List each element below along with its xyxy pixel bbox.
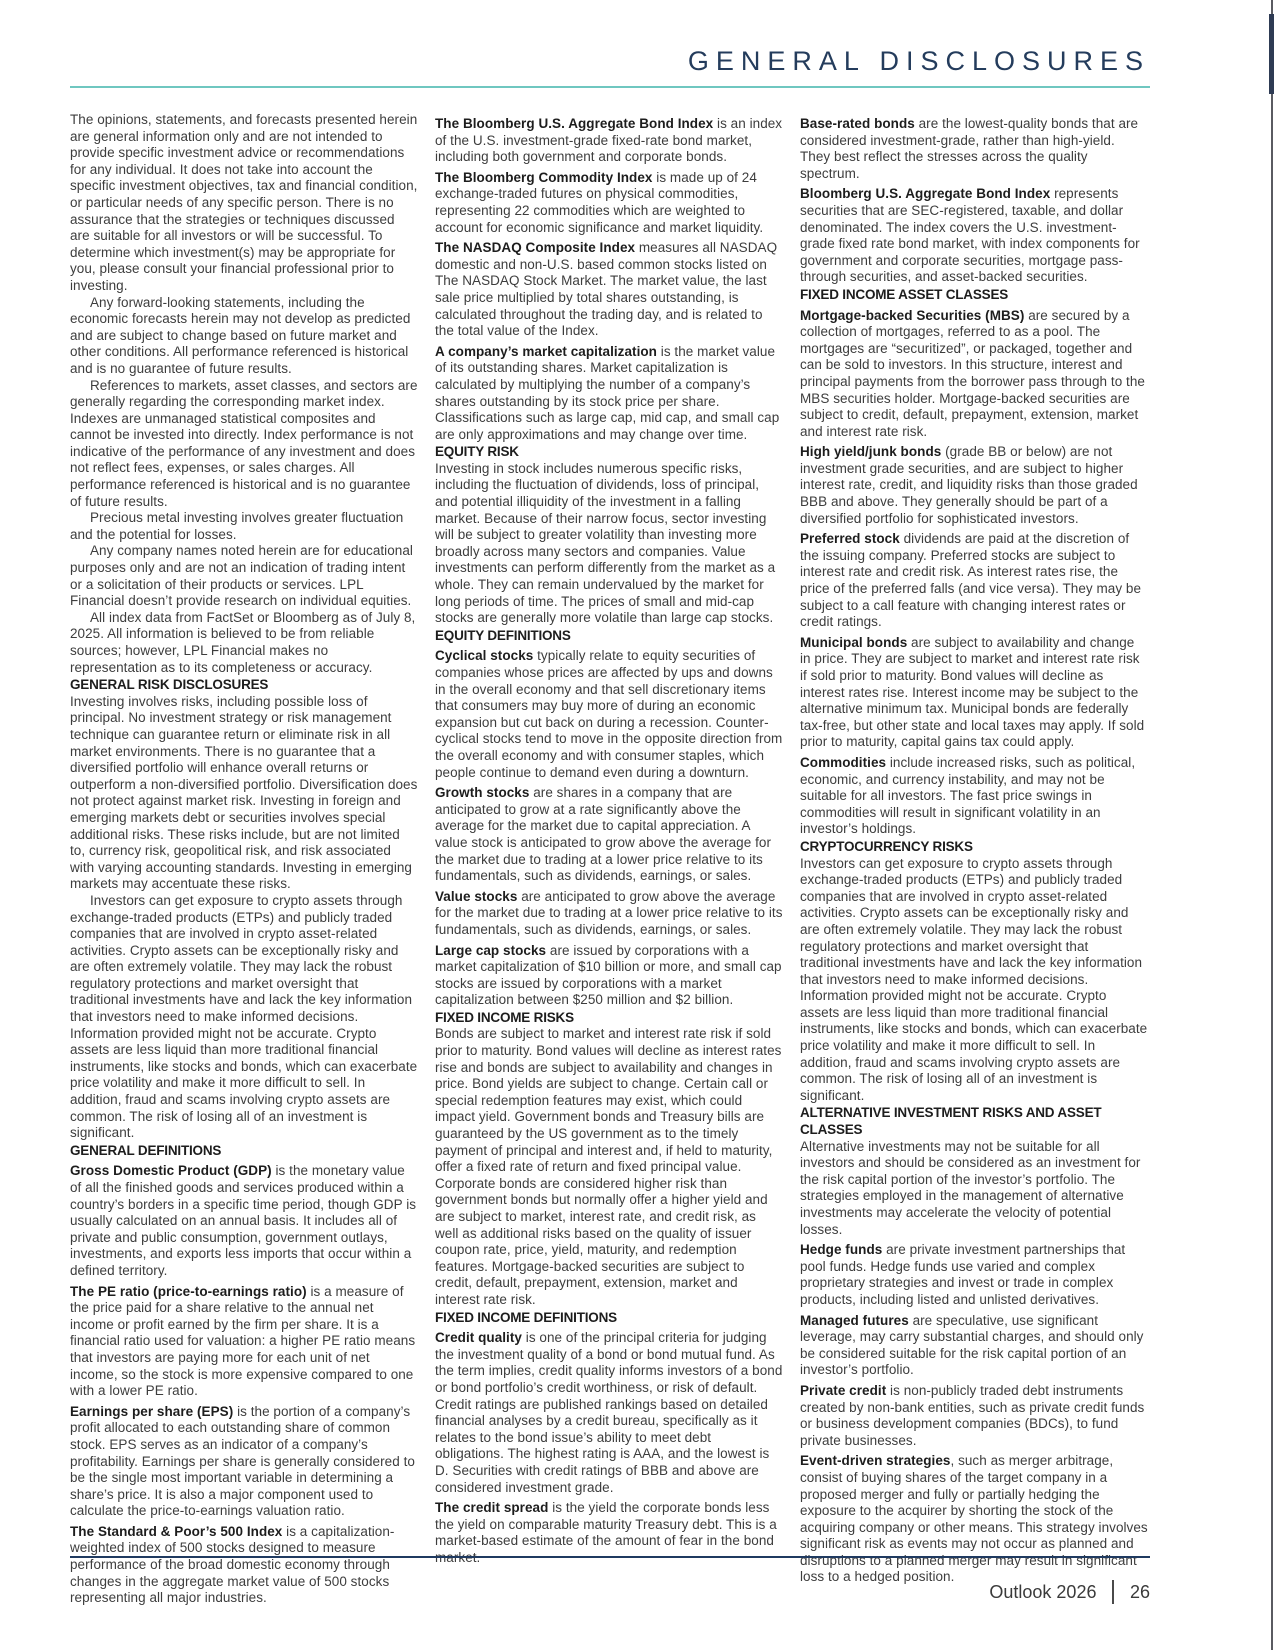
definition-term: Municipal bonds — [800, 634, 908, 650]
section-heading: EQUITY RISK — [435, 444, 519, 460]
definition-term: Event-driven strategies — [800, 1453, 951, 1469]
paragraph: The credit spread is the yield the corporate bonds less the yield on comparable maturity Treasury debt. This is a market-based estimate of the amount of fear in the bond market. — [435, 1500, 777, 1565]
page-footer — [989, 1580, 1150, 1604]
footer-rule — [70, 1556, 1150, 1558]
paragraph: A company’s market capitalization is the market value of its outstanding shares. Market capitalization is calculated by multiplying the number of a company’s shares outstanding by its stock price per share. Classifications such as large cap, mid cap, and small cap are only approximations and may change over time. — [435, 343, 780, 442]
definition-term: Growth stocks — [435, 785, 530, 801]
definition-term: Earnings per share (EPS) — [70, 1403, 234, 1419]
paragraph: The Bloomberg Commodity Index is made up of 24 exchange-traded futures on physical commodities, representing 22 commodities which are weighted to account for economic significance and market liquidity. — [435, 169, 764, 235]
paragraph: Preferred stock dividends are paid at the discretion of the issuing company. Preferred stocks are subject to interest rate and credit risk. As interest rates rise, the price of the preferred falls (and vice versa). They may be subject to a call feature with changing interest rates or credit ratings. — [800, 531, 1142, 630]
column-3 — [800, 112, 1148, 1607]
page-header — [70, 0, 1150, 88]
paragraph: Credit quality is one of the principal criteria for judging the investment quality of a bond or bond mutual fund. As the term implies, credit quality informs investors of a bond or bond portfolio’s credit worthiness, or risk of default. Credit ratings are published rankings based on detailed financial analyses by a credit bureau, specifically as it relates to the bond issue’s ability to meet debt obligations. The highest rating is AAA, and the lowest is D. Securities with credit ratings of BBB and above are considered investment grade. — [435, 1330, 783, 1495]
footer-separator — [1112, 1580, 1114, 1604]
section-heading: FIXED INCOME DEFINITIONS — [435, 1309, 617, 1325]
paragraph: Hedge funds are private investment partnerships that pool funds. Hedge funds use varied and complex proprietary strategies and invest or trade in complex products, including listed and unlisted derivatives. — [800, 1242, 1126, 1307]
column-2 — [435, 112, 783, 1607]
definition-term: Credit quality — [435, 1330, 522, 1346]
paragraph: Mortgage-backed Securities (MBS) are secured by a collection of mortgages, referred to as a pool. The mortgages are “securitized”, or packaged, together and can be sold to investors. In this structure, interest and principal payments from the borrower pass through to the MBS securities holder. Mortgage-backed securities are subject to credit, default, prepayment, extension, market and interest rate risk. — [800, 307, 1145, 439]
definition-term: A company’s market capitalization — [435, 343, 657, 359]
paragraph: Earnings per share (EPS) is the portion of a company’s profit allocated to each outstanding share of common stock. EPS serves as an indicator of a company’s profitability. Earnings per share is generally considered to be the single most important variable in determining a share’s price. It is also a major component used to calculate the price-to-earnings valuation ratio. — [70, 1403, 415, 1519]
paragraph: All index data from FactSet or Bloomberg as of July 8, 2025. All information is believed to be from reliable sources; however, LPL Financial makes no representation as to its completeness or accuracy. — [70, 609, 416, 675]
columns — [70, 112, 1150, 1607]
paragraph: Gross Domestic Product (GDP) is the monetary value of all the finished goods and services produced within a country’s borders in a specific time period, though GDP is usually calculated on an annual basis. It includes all of private and public consumption, government outlays, investments, and exports less imports that occur within a defined territory. — [70, 1163, 417, 1278]
column-1 — [70, 112, 418, 1607]
paragraph: Any forward-looking statements, including the economic forecasts herein may not develop as predicted and are subject to change based on future market and other conditions. All performance referenced is historical and is no guarantee of future results. — [70, 294, 411, 376]
definition-term: The NASDAQ Composite Index — [435, 240, 636, 256]
paragraph: Investing in stock includes numerous specific risks, including the fluctuation of dividends, loss of principal, and potential illiquidity of the investment in a falling market. Because of their narrow focus, sector investing will be subject to greater volatility than investing more broadly across many sectors and companies. Value investments can perform differently from the market as a whole. They can remain undervalued by the market for long periods of time. The prices of small and mid-cap stocks are generally more volatile than large cap stocks. — [435, 460, 776, 626]
definition-term: Bloomberg U.S. Aggregate Bond Index — [800, 186, 1051, 202]
section-heading: GENERAL DEFINITIONS — [70, 1142, 222, 1158]
paragraph: Investors can get exposure to crypto assets through exchange-traded products (ETPs) and publicly traded companies that are involved in crypto asset-related activities. Crypto assets can be exceptionally risky and are often extremely volatile. They may lack the robust regulatory protections and market oversight that traditional investments have and lack the key information that investors need to make informed decisions. Information provided might not be accurate. Crypto assets are less liquid than more traditional financial instruments, like stocks and bonds, which can exacerbate price volatility and make it more difficult to sell. In addition, fraud and scams involving crypto assets are common. The risk of losing all of an investment is significant. — [70, 892, 418, 1141]
section-heading: GENERAL RISK DISCLOSURES — [70, 677, 269, 693]
definition-term: Hedge funds — [800, 1242, 883, 1258]
page-title: GENERAL DISCLOSURES — [687, 46, 1150, 76]
paragraph: Investing involves risks, including possible loss of principal. No investment strategy or risk management technique can guarantee return or eliminate risk in all market environments. There is no guarantee that a diversified portfolio will enhance overall returns or outperform a non-diversified portfolio. Diversification does not protect against market risk. Investing in foreign and emerging markets debt or securities involves special additional risks. These risks include, but are not limited to, currency risk, geopolitical risk, and risk associated with varying accounting standards. Investing in emerging markets may accentuate these risks. — [70, 693, 418, 892]
paragraph: The PE ratio (price-to-earnings ratio) is a measure of the price paid for a share relative to the annual net income or profit earned by the firm per share. It is a financial ratio used for valuation: a higher PE ratio means that investors are paying more for each unit of net income, so the stock is more expensive compared to one with a lower PE ratio. — [70, 1283, 416, 1399]
section-heading: FIXED INCOME RISKS — [435, 1009, 574, 1025]
paragraph: Precious metal investing involves greater fluctuation and the potential for losses. — [70, 510, 404, 542]
paragraph: Value stocks are anticipated to grow above the average for the market due to trading at a lower price relative to its fundamentals, such as dividends, earnings, or sales. — [435, 888, 783, 937]
paragraph: Alternative investments may not be suitable for all investors and should be considered as an investment for the risk capital portion of the investor’s portfolio. The strategies employed in the management of alternative investments may accelerate the velocity of potential losses. — [800, 1138, 1141, 1237]
paragraph: Any company names noted herein are for educational purposes only and are not an indication of trading intent or a solicitation of their products or services. LPL Financial doesn’t provide research on individual equities. — [70, 543, 413, 609]
paragraph: Growth stocks are shares in a company that are anticipated to grow at a rate significantly above the average for the market due to capital appreciation. A value stock is anticipated to grow above the average for the market due to trading at a lower price relative to its fundamentals, such as dividends, earnings, or sales. — [435, 785, 771, 884]
section-heading: CRYPTOCURRENCY RISKS — [800, 838, 973, 854]
paragraph: The Standard & Poor’s 500 Index is a capitalization-weighted index of 500 stocks designed to measure performance of the broad domestic economy through changes in the aggregate market value of 500 stocks representing all major industries. — [70, 1523, 395, 1606]
definition-term: Large cap stocks — [435, 942, 547, 958]
definition-term: The Bloomberg U.S. Aggregate Bond Index — [435, 116, 714, 131]
page-edge-accent — [1269, 14, 1274, 94]
definition-term: Cyclical stocks — [435, 648, 534, 664]
section-heading: ALTERNATIVE INVESTMENT RISKS AND ASSET CLASSES — [800, 1105, 1102, 1138]
paragraph: The opinions, statements, and forecasts presented herein are general information only and are not intended to provide specific investment advice or recommendations for any individual. It does not take into account the specific investment objectives, tax and financial condition, or particular needs of any specific person. There is no assurance that the strategies or techniques discussed are suitable for all investors or will be successful. To determine which investment(s) may be appropriate for you, please consult your financial professional prior to investing. — [70, 112, 418, 293]
definition-term: Base-rated bonds — [800, 116, 915, 131]
definition-term: Mortgage-backed Securities (MBS) — [800, 307, 1025, 323]
section-heading: FIXED INCOME ASSET CLASSES — [800, 286, 1009, 302]
paragraph: Cyclical stocks typically relate to equity securities of companies whose prices are affected by ups and downs in the overall economy and that sell discretionary items that consumers may buy more of during an economic expansion but cut back on during a recession. Counter-cyclical stocks tend to move in the opposite direction from the overall economy and with consumer staples, which people continue to demand even during a downturn. — [435, 648, 783, 780]
definition-term: The credit spread — [435, 1500, 549, 1516]
definition-term: Managed futures — [800, 1312, 909, 1328]
definition-term: Value stocks — [435, 888, 518, 904]
paragraph: High yield/junk bonds (grade BB or below) are not investment grade securities, and are subject to higher interest rate, credit, and liquidity risks than those graded BBB and above. They generally should be part of a diversified portfolio for sophisticated investors. — [800, 444, 1138, 526]
definition-term: High yield/junk bonds — [800, 444, 942, 460]
paragraph: Private credit is non-publicly traded debt instruments created by non-bank entities, such as private credit funds or business development companies (BDCs), to fund private businesses. — [800, 1382, 1145, 1448]
definition-term: The Bloomberg Commodity Index — [435, 169, 653, 185]
paragraph: Bloomberg U.S. Aggregate Bond Index represents securities that are SEC-registered, taxable, and dollar denominated. The index covers the U.S. investment-grade fixed rate bond market, with index components for government and corporate securities, mortgage pass-through securities, and asset-backed securities. — [800, 186, 1140, 285]
paragraph: Event-driven strategies, such as merger arbitrage, consist of buying shares of the target company in a proposed merger and fully or partially hedging the exposure to the acquirer by shorting the stock of the acquiring company or other means. This strategy involves significant risk as events may not occur as planned and disruptions to a planned merger may result in significant loss to a hedged position. — [800, 1453, 1148, 1585]
definition-term: Preferred stock — [800, 531, 900, 547]
paragraph: Managed futures are speculative, use significant leverage, may carry substantial charges, and should only be considered suitable for the risk capital portion of an investor’s portfolio. — [800, 1312, 1144, 1378]
paragraph: The Bloomberg U.S. Aggregate Bond Index is an index of the U.S. investment-grade fixed-rate bond market, including both government and corporate bonds. — [435, 116, 783, 165]
paragraph: Large cap stocks are issued by corporations with a market capitalization of $10 billion or more, and small cap stocks are issued by corporations with a market capitalization between $250 million and $2 billion. — [435, 942, 782, 1008]
definition-term: Gross Domestic Product (GDP) — [70, 1163, 272, 1179]
teal-rule — [70, 86, 1150, 88]
definition-term: The PE ratio (price-to-earnings ratio) — [70, 1283, 307, 1299]
page-edge-line — [1271, 0, 1273, 1650]
page-number: 26 — [1129, 1581, 1150, 1602]
paragraph: Investors can get exposure to crypto assets through exchange-traded products (ETPs) and publicly traded companies that are involved in crypto asset-related activities. Crypto assets can be exceptionally risky and are often extremely volatile. They may lack the robust regulatory protections and market oversight that traditional investments have and lack the key information that investors need to make informed decisions. Information provided might not be accurate. Crypto assets are less liquid than more traditional financial instruments, like stocks and bonds, which can exacerbate price volatility and make it more difficult to sell. In addition, fraud and scams involving crypto assets are common. The risk of losing all of an investment is significant. — [800, 855, 1148, 1103]
paragraph: Bonds are subject to market and interest rate risk if sold prior to maturity. Bond values will decline as interest rates rise and bonds are subject to availability and changes in price. Bond yields are subject to change. Certain call or special redemption features may exist, which could impact yield. Government bonds and Treasury bills are guaranteed by the US government as to the timely payment of principal and interest and, if held to maturity, offer a fixed rate of return and fixed principal value. Corporate bonds are considered higher risk than government bonds but normally offer a higher yield and are subject to market, interest rate, and credit risk, as well as additional risks based on the quality of issuer coupon rate, price, yield, maturity, and redemption features. Mortgage-backed securities are subject to credit, default, prepayment, extension, market and interest rate risk. — [435, 1026, 782, 1307]
paragraph: References to markets, asset classes, and sectors are generally regarding the corresponding market index. Indexes are unmanaged statistical composites and cannot be invested into directly. Index performance is not indicative of the performance of any investment and does not reflect fees, expenses, or sales charges. All performance referenced is historical and is no guarantee of future results. — [70, 377, 418, 509]
definition-term: Commodities — [800, 754, 887, 770]
definition-term: The Standard & Poor’s 500 Index — [70, 1523, 283, 1539]
paragraph: Commodities include increased risks, such as political, economic, and currency instability, and may not be suitable for all investors. The fast price swings in commodities will result in significant volatility in an investor’s holdings. — [800, 754, 1136, 837]
paragraph: The NASDAQ Composite Index measures all NASDAQ domestic and non-U.S. based common stocks listed on The NASDAQ Stock Market. The market value, the last sale price multiplied by total shares outstanding, is calculated throughout the trading day, and is related to the total value of the Index. — [435, 240, 778, 339]
definition-term: Private credit — [800, 1382, 887, 1398]
publication-name: Outlook 2026 — [989, 1581, 1097, 1602]
section-heading: EQUITY DEFINITIONS — [435, 627, 571, 643]
paragraph: Municipal bonds are subject to availability and change in price. They are subject to market and interest rate risk if sold prior to maturity. Bond values will decline as interest rates rise. Interest income may be subject to the alternative minimum tax. Municipal bonds are federally tax-free, but other state and local taxes may apply. If sold prior to maturity, capital gains tax could apply. — [800, 634, 1145, 750]
paragraph: Base-rated bonds are the lowest-quality bonds that are considered investment-grade, rather than high-yield. They best reflect the stresses across the quality spectrum. — [800, 116, 1139, 181]
